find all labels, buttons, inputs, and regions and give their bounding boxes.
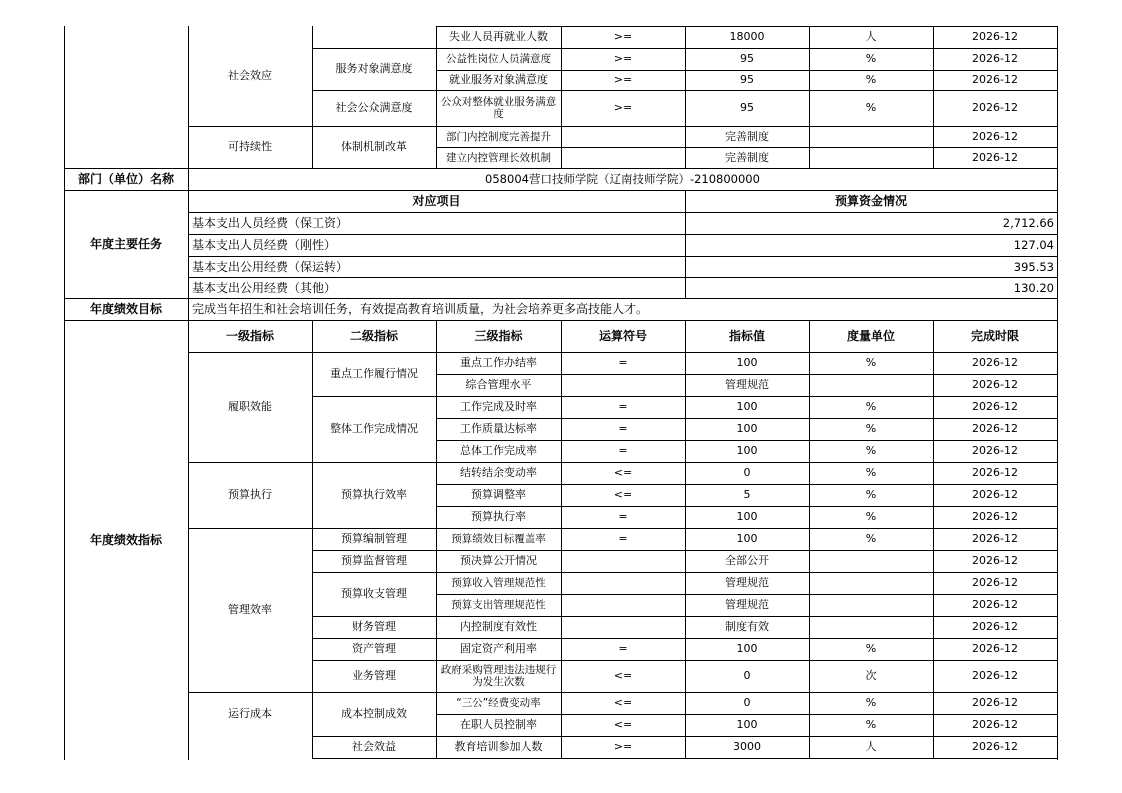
indicator-deadline-cell: 2026-12 xyxy=(972,718,1018,731)
task-name-cell: 基本支出公用经费（保运转） xyxy=(192,259,349,274)
top-l2-public-sat: 社会公众满意度 xyxy=(335,101,413,114)
indicator-header-cell: 运算符号 xyxy=(598,329,647,343)
top-op-cell: >= xyxy=(613,101,633,114)
indicator-op-cell: = xyxy=(618,356,628,369)
grid-line xyxy=(312,638,1058,639)
indicator-op-cell: <= xyxy=(613,696,633,709)
indicator-val-cell: 100 xyxy=(736,400,758,413)
indicator-l3-cell: 工作完成及时率 xyxy=(460,400,537,413)
indicator-l3-cell: 预算调整率 xyxy=(471,488,526,501)
indicator-op-cell: = xyxy=(618,642,628,655)
grid-line xyxy=(312,550,1058,551)
indicator-op-cell: <= xyxy=(613,669,633,682)
top-unit-cell xyxy=(809,147,933,168)
task-name-cell: 基本支出公用经费（其他） xyxy=(192,280,337,295)
indicator-op-cell xyxy=(561,374,685,396)
grid-line xyxy=(312,660,1058,661)
dept-value: 058004营口技师学院（辽南技师学院）-210800000 xyxy=(485,172,760,186)
indicator-deadline-cell: 2026-12 xyxy=(972,598,1018,611)
top-unit-cell: 人 xyxy=(865,30,877,43)
indicator-l3-cell: 结转结余变动率 xyxy=(460,466,537,479)
indicator-val-cell: 管理规范 xyxy=(725,598,769,611)
indicator-op-cell xyxy=(561,594,685,616)
top-val-cell: 95 xyxy=(740,101,754,114)
indicator-op-cell: >= xyxy=(613,740,633,753)
grid-line xyxy=(312,616,1058,617)
top-val-cell: 18000 xyxy=(729,30,765,43)
grid-line xyxy=(188,256,1058,257)
l2-key-work: 重点工作履行情况 xyxy=(330,367,418,380)
indicator-val-cell: 制度有效 xyxy=(725,620,769,633)
top-l3-cell: 公众对整体就业服务满意度 xyxy=(440,96,557,120)
indicator-deadline-cell: 2026-12 xyxy=(972,740,1018,753)
col-budget-header: 预算资金情况 xyxy=(834,194,907,208)
indicator-val-cell: 0 xyxy=(743,669,751,682)
l1-cost: 运行成本 xyxy=(228,707,272,720)
l2-revenue-exp: 预算收支管理 xyxy=(341,587,407,600)
task-name-cell: 基本支出人员经费（保工资） xyxy=(192,216,349,230)
top-val-cell: 完善制度 xyxy=(725,150,769,164)
l2-asset: 资产管理 xyxy=(352,642,396,655)
l2-business: 业务管理 xyxy=(352,669,396,682)
indicator-val-cell: 管理规范 xyxy=(725,378,769,391)
task-amount-cell: 395.53 xyxy=(1013,259,1054,274)
grid-line xyxy=(188,352,1058,353)
l1-duty: 履职效能 xyxy=(228,400,272,413)
indicator-unit-cell xyxy=(809,572,933,594)
indicator-op-cell: <= xyxy=(613,718,633,731)
grid-line xyxy=(312,90,437,91)
indicator-op-cell: <= xyxy=(613,466,633,479)
grid-line xyxy=(436,484,1058,485)
top-op-cell: >= xyxy=(613,73,633,86)
indicator-val-cell: 100 xyxy=(736,510,758,523)
indicator-op-cell xyxy=(561,616,685,638)
top-op-cell xyxy=(561,126,685,147)
grid-line xyxy=(312,758,1058,759)
indicator-op-cell: = xyxy=(618,444,628,457)
grid-line xyxy=(436,594,1058,595)
grid-line xyxy=(188,234,1058,235)
indicator-l3-cell: 综合管理水平 xyxy=(465,378,532,391)
indicator-unit-cell: 人 xyxy=(865,740,877,753)
indicator-unit-cell: % xyxy=(865,356,877,369)
top-unit-cell: % xyxy=(865,73,877,86)
indicator-deadline-cell: 2026-12 xyxy=(972,510,1018,523)
indicator-l3-cell: 固定资产利用率 xyxy=(460,642,537,655)
top-deadline-cell: 2026-12 xyxy=(972,73,1018,86)
top-val-cell: 95 xyxy=(740,52,754,65)
grid-line xyxy=(312,736,1058,737)
top-l3-cell: 就业服务对象满意度 xyxy=(449,73,548,86)
indicator-val-cell: 5 xyxy=(743,488,751,501)
l2-overall-work: 整体工作完成情况 xyxy=(330,422,418,435)
indicator-unit-cell xyxy=(809,616,933,638)
grid-line xyxy=(436,714,1058,715)
goal-label: 年度绩效目标 xyxy=(89,302,162,316)
grid-line xyxy=(64,190,1058,191)
indicator-l3-cell: 政府采购管理违法违规行为发生次数 xyxy=(440,664,557,688)
indicator-l3-cell: 工作质量达标率 xyxy=(460,422,537,435)
l2-social: 社会效益 xyxy=(352,740,396,753)
indicator-l3-cell: 预算绩效目标覆盖率 xyxy=(451,533,546,545)
indicator-unit-cell: % xyxy=(865,444,877,457)
indicator-l3-cell: “三公”经费变动率 xyxy=(456,697,541,709)
indicator-val-cell: 0 xyxy=(743,696,751,709)
indicator-unit-cell xyxy=(809,550,933,572)
indicator-deadline-cell: 2026-12 xyxy=(972,576,1018,589)
top-l1-social: 社会效应 xyxy=(228,69,272,82)
indicator-unit-cell: % xyxy=(865,466,877,479)
indicator-op-cell: = xyxy=(618,422,628,435)
top-deadline-cell: 2026-12 xyxy=(972,129,1018,143)
grid-line xyxy=(436,126,1058,127)
indicator-deadline-cell: 2026-12 xyxy=(972,422,1018,435)
indicator-header-cell: 完成时限 xyxy=(970,329,1019,343)
task-amount-cell: 2,712.66 xyxy=(1002,216,1054,230)
indicator-val-cell: 100 xyxy=(736,718,758,731)
grid-line xyxy=(188,528,1058,529)
indicator-header-cell: 度量单位 xyxy=(846,329,895,343)
task-name-cell: 基本支出人员经费（刚性） xyxy=(192,238,337,252)
indicator-deadline-cell: 2026-12 xyxy=(972,554,1018,567)
top-deadline-cell: 2026-12 xyxy=(972,30,1018,43)
top-val-cell: 95 xyxy=(740,73,754,86)
indicator-val-cell: 100 xyxy=(736,356,758,369)
top-deadline-cell: 2026-12 xyxy=(972,52,1018,65)
top-deadline-cell: 2026-12 xyxy=(972,150,1018,164)
indicator-l3-cell: 在职人员控制率 xyxy=(460,718,537,731)
grid-line xyxy=(64,26,65,760)
indicator-unit-cell: % xyxy=(865,696,877,709)
top-op-cell: >= xyxy=(613,52,633,65)
indicator-deadline-cell: 2026-12 xyxy=(972,378,1018,391)
indicator-op-cell: = xyxy=(618,532,628,545)
task-amount-cell: 127.04 xyxy=(1013,238,1054,252)
grid-line xyxy=(436,26,1058,27)
grid-line xyxy=(436,48,1058,49)
indicator-unit-cell: % xyxy=(865,488,877,501)
grid-line xyxy=(685,190,686,298)
indicator-header-cell: 指标值 xyxy=(728,329,765,343)
indicator-val-cell: 3000 xyxy=(733,740,761,753)
top-deadline-cell: 2026-12 xyxy=(972,101,1018,114)
grid-line xyxy=(312,396,1058,397)
indicator-unit-cell: 次 xyxy=(865,669,877,682)
indicator-header-cell: 三级指标 xyxy=(474,329,523,343)
top-unit-cell xyxy=(809,126,933,147)
indicator-unit-cell xyxy=(809,594,933,616)
grid-line xyxy=(436,440,1058,441)
indicator-unit-cell: % xyxy=(865,510,877,523)
top-op-cell xyxy=(561,147,685,168)
top-l3-cell: 失业人员再就业人数 xyxy=(449,30,548,43)
top-op-cell: >= xyxy=(613,30,633,43)
indicator-l3-cell: 预算支出管理规范性 xyxy=(451,599,546,611)
grid-line xyxy=(436,70,1058,71)
indicator-l3-cell: 预算执行率 xyxy=(471,510,526,523)
indicator-l3-cell: 内控制度有效性 xyxy=(460,620,537,633)
grid-line xyxy=(436,90,1058,91)
grid-line xyxy=(188,126,437,127)
indicator-deadline-cell: 2026-12 xyxy=(972,532,1018,545)
l2-budget-super: 预算监督管理 xyxy=(341,554,407,567)
indicator-header-cell: 一级指标 xyxy=(225,329,274,343)
indicators-label: 年度绩效指标 xyxy=(89,533,162,547)
indicator-op-cell: <= xyxy=(613,488,633,501)
l1-mgmt: 管理效率 xyxy=(228,603,272,616)
goal-text: 完成当年招生和社会培训任务，有效提高教育培训质量，为社会培养更多高技能人才。 xyxy=(192,302,649,316)
indicator-l3-cell: 重点工作办结率 xyxy=(460,356,537,369)
grid-line xyxy=(188,212,1058,213)
dept-label: 部门（单位）名称 xyxy=(77,172,174,186)
indicator-unit-cell xyxy=(809,374,933,396)
indicator-op-cell: = xyxy=(618,510,628,523)
l2-cost-ctrl: 成本控制成效 xyxy=(341,707,407,720)
indicator-unit-cell: % xyxy=(865,642,877,655)
l2-finance: 财务管理 xyxy=(352,620,396,633)
grid-line xyxy=(188,462,1058,463)
indicator-header-cell: 二级指标 xyxy=(349,329,398,343)
indicator-unit-cell: % xyxy=(865,532,877,545)
indicator-unit-cell: % xyxy=(865,422,877,435)
grid-line xyxy=(436,418,1058,419)
l1-budget: 预算执行 xyxy=(228,488,272,501)
grid-line xyxy=(436,506,1058,507)
grid-line xyxy=(312,48,437,49)
indicator-l3-cell: 教育培训参加人数 xyxy=(454,740,543,753)
top-l1-sustain: 可持续性 xyxy=(228,140,272,153)
indicator-deadline-cell: 2026-12 xyxy=(972,620,1018,633)
indicator-deadline-cell: 2026-12 xyxy=(972,696,1018,709)
indicator-op-cell xyxy=(561,550,685,572)
l2-budget-exec: 预算执行效率 xyxy=(341,488,407,501)
indicator-deadline-cell: 2026-12 xyxy=(972,400,1018,413)
indicator-val-cell: 100 xyxy=(736,642,758,655)
indicator-op-cell: = xyxy=(618,400,628,413)
indicator-deadline-cell: 2026-12 xyxy=(972,466,1018,479)
grid-line xyxy=(436,374,1058,375)
indicator-val-cell: 100 xyxy=(736,444,758,457)
indicator-val-cell: 0 xyxy=(743,466,751,479)
indicator-val-cell: 管理规范 xyxy=(725,576,769,589)
indicator-l3-cell: 预算收入管理规范性 xyxy=(451,577,546,589)
grid-line xyxy=(312,572,1058,573)
grid-line xyxy=(64,298,1058,299)
top-l3-cell: 部门内控制度完善提升 xyxy=(446,130,551,143)
grid-line xyxy=(188,277,1058,278)
top-val-cell: 完善制度 xyxy=(725,129,769,143)
top-l3-cell: 建立内控管理长效机制 xyxy=(446,151,551,164)
top-unit-cell: % xyxy=(865,52,877,65)
grid-line xyxy=(436,147,1058,148)
grid-line xyxy=(188,26,189,760)
indicator-deadline-cell: 2026-12 xyxy=(972,444,1018,457)
top-l3-cell: 公益性岗位人员满意度 xyxy=(446,53,551,65)
grid-line xyxy=(64,320,1058,321)
grid-line xyxy=(64,168,1058,169)
annual-tasks-label: 年度主要任务 xyxy=(89,237,162,251)
l2-budget-plan: 预算编制管理 xyxy=(341,532,407,545)
indicator-deadline-cell: 2026-12 xyxy=(972,669,1018,682)
indicator-val-cell: 100 xyxy=(736,422,758,435)
grid-line xyxy=(1057,26,1058,760)
indicator-l3-cell: 总体工作完成率 xyxy=(460,444,537,457)
indicator-op-cell xyxy=(561,572,685,594)
indicator-val-cell: 全部公开 xyxy=(725,554,769,567)
top-l2-mechanism: 体制机制改革 xyxy=(341,140,407,153)
col-project-header: 对应项目 xyxy=(412,194,461,208)
task-amount-cell: 130.20 xyxy=(1013,280,1054,295)
indicator-deadline-cell: 2026-12 xyxy=(972,488,1018,501)
indicator-unit-cell: % xyxy=(865,718,877,731)
indicator-unit-cell: % xyxy=(865,400,877,413)
indicator-val-cell: 100 xyxy=(736,532,758,545)
top-l2-service-sat: 服务对象满意度 xyxy=(335,62,413,75)
indicator-deadline-cell: 2026-12 xyxy=(972,642,1018,655)
indicator-l3-cell: 预决算公开情况 xyxy=(460,554,537,567)
indicator-deadline-cell: 2026-12 xyxy=(972,356,1018,369)
top-unit-cell: % xyxy=(865,101,877,114)
grid-line xyxy=(188,692,1058,693)
